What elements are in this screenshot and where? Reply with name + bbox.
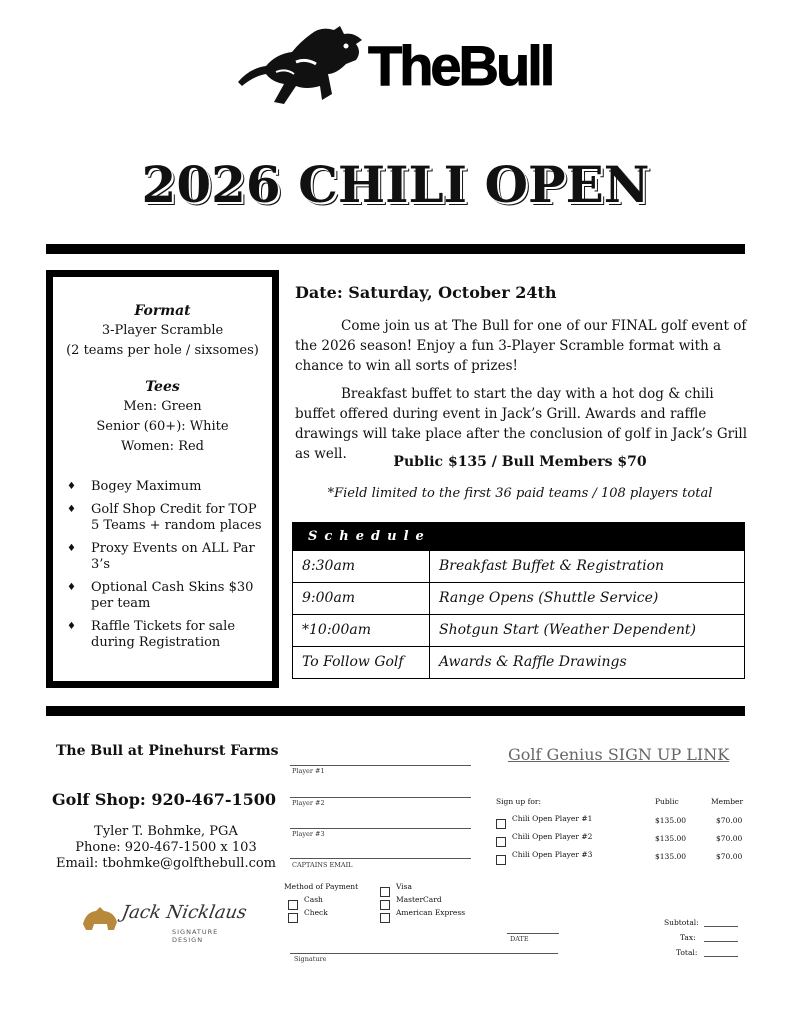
list-item: ♦ Bogey Maximum [67,479,202,494]
golf-shop-phone: Golf Shop: 920-467-1500 [52,790,276,809]
schedule-table [292,522,745,679]
visa-checkbox-row[interactable]: Visa [380,882,412,901]
amex-checkbox-row[interactable]: American Express [380,908,465,927]
list-item: ♦ Golf Shop Credit for TOP 5 Teams + random places [67,502,262,533]
table-row [292,615,745,647]
captains-email-label: CAPTAINS EMAIL [292,861,353,869]
schedule-event: Shotgun Start (Weather Dependent) [439,622,696,638]
signup-row[interactable]: Chili Open Player #1 [496,814,592,833]
signature-label: Signature [294,955,327,963]
jack-nicklaus-script: Jack Nicklaus [120,902,249,923]
diamond-bullet-icon: ♦ [67,543,76,554]
venue-name: The Bull at Pinehurst Farms [56,743,279,759]
tees-line: Senior (60+): White [96,419,229,434]
player1-label: Player #1 [292,767,325,775]
player2-checkbox[interactable] [496,837,506,847]
schedule-time: *10:00am [293,615,430,646]
event-date: Date: Saturday, October 24th [295,283,557,302]
format-line: (2 teams per hole / sixsomes) [66,343,259,358]
player1-checkbox[interactable] [496,819,506,829]
the-bull-logo [236,24,553,124]
player2-line[interactable] [290,797,471,798]
tax-label: Tax: [680,933,696,942]
bottom-divider [46,706,745,716]
tees-line: Men: Green [123,399,202,414]
intro-paragraph: Come join us at The Bull for one of our FINAL golf event of the 2026 season! Enjoy a fun 3-Player Scramble format with a chance to win all sorts of prizes! [295,318,747,374]
signup-row[interactable]: Chili Open Player #2 [496,832,592,851]
jack-nicklaus-logo [80,898,250,942]
member-price: $70.00 [716,834,743,843]
list-item: ♦ Optional Cash Skins $30 per team [67,580,254,611]
schedule-event: Awards & Raffle Drawings [439,654,627,670]
features-list [61,479,264,651]
payment-method-label: Method of Payment [284,882,359,891]
diamond-bullet-icon: ♦ [67,504,76,515]
golden-bear-icon [80,904,120,934]
public-column-header: Public [655,797,679,806]
field-limit-note: *Field limited to the first 36 paid teams / 108 players total [327,486,713,501]
member-column-header: Member [711,797,744,806]
signup-for-label: Sign up for: [496,797,541,806]
member-price: $70.00 [716,816,743,825]
amex-checkbox[interactable] [380,913,390,923]
list-item: ♦ Raffle Tickets for sale during Registration [67,619,236,650]
details-box [46,270,279,688]
food-paragraph: Breakfast buffet to start the day with a hot dog & chili buffet offered during event in Jack’s Grill. Awards and raffle drawings will take place after the conclusion of golf in Jack’s Grill as well. [295,386,748,462]
public-price: $135.00 [655,834,687,843]
player3-line[interactable] [290,828,471,829]
player3-label: Player #3 [292,830,325,838]
member-price: $70.00 [716,852,743,861]
subtotal-line[interactable] [704,926,738,927]
public-price: $135.00 [655,852,687,861]
check-checkbox[interactable] [288,913,298,923]
player3-checkbox[interactable] [496,855,506,865]
signup-row[interactable]: Chili Open Player #3 [496,850,592,869]
captains-email-line[interactable] [290,858,471,859]
top-divider [46,244,745,254]
tees-heading: Tees [145,379,180,395]
pricing: Public $135 / Bull Members $70 [393,454,647,470]
signature-line[interactable] [290,953,558,954]
player2-label: Player #2 [292,799,325,807]
format-heading: Format [134,303,191,319]
tees-line: Women: Red [120,439,204,454]
event-title: 2026 CHILI OPEN [141,155,650,214]
schedule-time: 8:30am [293,551,430,582]
schedule-event: Range Opens (Shuttle Service) [439,590,659,606]
diamond-bullet-icon: ♦ [67,582,76,593]
cash-checkbox-row[interactable]: Cash [288,895,323,914]
subtotal-label: Subtotal: [664,918,699,927]
date-label: DATE [510,935,529,943]
bull-logo-icon [236,24,376,124]
table-row [292,551,745,583]
schedule-time: 9:00am [293,583,430,614]
tax-line[interactable] [704,941,738,942]
schedule-event: Breakfast Buffet & Registration [439,558,665,574]
logo-wordmark: TheBull [368,34,553,97]
total-line[interactable] [704,956,738,957]
public-price: $135.00 [655,816,687,825]
check-checkbox-row[interactable]: Check [288,908,328,927]
contact-phone: Phone: 920-467-1500 x 103 [75,840,257,855]
contact-name: Tyler T. Bohmke, PGA [94,824,238,839]
total-label: Total: [676,948,698,957]
schedule-time: To Follow Golf [293,647,430,678]
golf-genius-signup-link[interactable]: Golf Genius SIGN UP LINK [508,745,730,764]
schedule-heading: Schedule [292,522,745,551]
list-item: ♦ Proxy Events on ALL Par 3’s [67,541,255,572]
format-line: 3-Player Scramble [101,323,224,338]
mastercard-checkbox-row[interactable]: MasterCard [380,895,442,914]
contact-email[interactable]: Email: tbohmke@golfthebull.com [55,856,277,871]
diamond-bullet-icon: ♦ [67,621,76,632]
signature-design-text: SIGNATURE DESIGN [172,928,219,944]
table-row [292,647,745,679]
table-row [292,583,745,615]
date-line[interactable] [507,933,559,934]
player1-line[interactable] [290,765,471,766]
diamond-bullet-icon: ♦ [67,481,76,492]
